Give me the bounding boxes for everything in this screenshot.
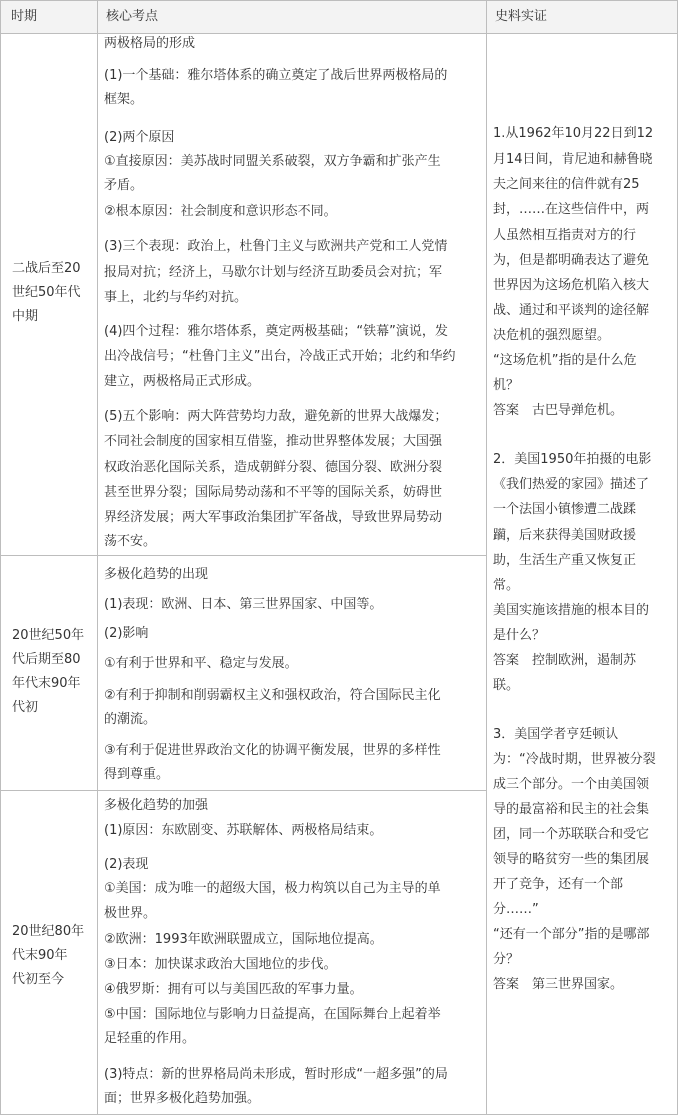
point-line: ③有利于促进世界政治文化的协调平衡发展，世界的多样性	[104, 743, 441, 758]
period-line: 代后期至80	[12, 652, 81, 667]
evidence-answer: 答案 古巴导弹危机。	[493, 403, 624, 418]
period-line: 20世纪80年	[12, 924, 85, 939]
grid-line	[486, 0, 487, 1115]
evidence-line: 是什么？	[493, 628, 546, 643]
period-line: 世纪50年代	[12, 285, 81, 300]
grid-line	[0, 555, 486, 556]
evidence-line: 导的最富裕和民主的社会集	[493, 802, 650, 817]
point-line: ③日本：加快谋求政治大国地位的步伐。	[104, 957, 337, 972]
point-line: 权政治恶化国际关系，造成朝鲜分裂、德国分裂、欧洲分裂	[104, 460, 443, 475]
evidence-answer: 答案 第三世界国家。	[493, 977, 624, 992]
period-line: 代初至今	[12, 972, 65, 987]
point-line: 多极化趋势的加强	[104, 798, 209, 813]
point-line: ②有利于抑制和削弱霸权主义和强权政治，符合国际民主化	[104, 688, 441, 703]
evidence-line: 决危机的强烈愿望。	[493, 328, 611, 343]
point-line: 矛盾。	[104, 178, 144, 193]
point-line: (2)表现	[104, 857, 149, 872]
point-line: 得到尊重。	[104, 767, 170, 782]
point-line: ①有利于世界和平、稳定与发展。	[104, 656, 298, 671]
grid-line	[0, 33, 678, 34]
evidence-line: 战、通过和平谈判的途径解	[493, 303, 650, 318]
point-line: (1)表现：欧洲、日本、第三世界国家、中国等。	[104, 597, 383, 612]
grid-line	[0, 790, 486, 791]
point-line: 荡不安。	[104, 534, 157, 549]
evidence-line: 3．美国学者亨廷顿认	[493, 727, 619, 742]
period-line: 年代末90年	[12, 676, 81, 691]
point-line: ①美国：成为唯一的超级大国，极力构筑以自己为主导的单	[104, 881, 441, 896]
point-line: (2)影响	[104, 626, 149, 641]
point-line: (4)四个过程：雅尔塔体系，奠定两极基础；“铁幕”演说，发	[104, 324, 448, 339]
grid-line	[97, 0, 98, 1115]
point-line: 的潮流。	[104, 712, 157, 727]
point-line: (1)原因：东欧剧变、苏联解体、两极格局结束。	[104, 823, 383, 838]
period-line: 代初	[12, 700, 39, 715]
point-line: 报局对抗；经济上，马歇尔计划与经济互助委员会对抗；军	[104, 265, 443, 280]
point-line: ①直接原因：美苏战时同盟关系破裂，双方争霸和扩张产生	[104, 154, 441, 169]
point-line: ⑤中国：国际地位与影响力日益提高，在国际舞台上起着举	[104, 1007, 441, 1022]
point-line: 出冷战信号；“杜鲁门主义”出台，冷战正式开始；北约和华约	[104, 349, 456, 364]
period-line: 20世纪50年	[12, 628, 85, 643]
evidence-line: 领导的略贫穷一些的集团展	[493, 852, 650, 867]
evidence-line: 开了竞争，还有一个部	[493, 877, 624, 892]
evidence-line: 团，同一个苏联联合和受它	[493, 827, 650, 842]
evidence-line: 为，但是都明确表达了避免	[493, 253, 650, 268]
evidence-line: 夫之间来往的信件就有25	[493, 177, 640, 192]
header-period: 时期	[11, 9, 38, 24]
evidence-line: 一个法国小镇惨遭二战蹂	[493, 502, 637, 517]
point-line: ②欧洲：1993年欧洲联盟成立，国际地位提高。	[104, 932, 383, 947]
evidence-line: 分……”	[493, 902, 539, 917]
evidence-line: 为：“冷战时期，世界被分裂	[493, 752, 656, 767]
evidence-line: 2．美国1950年拍摄的电影	[493, 452, 652, 467]
header-evidence: 史料实证	[495, 9, 548, 24]
point-line: 甚至世界分裂；国际局势动荡和不平等的国际关系，妨碍世	[104, 485, 443, 500]
point-line: ②根本原因：社会制度和意识形态不同。	[104, 204, 337, 219]
evidence-line: 封，……在这些信件中，两	[493, 202, 650, 217]
evidence-line: 月14日间，肯尼迪和赫鲁晓	[493, 152, 653, 167]
point-line: ④俄罗斯：拥有可以与美国匹敌的军事力量。	[104, 982, 363, 997]
point-line: 足轻重的作用。	[104, 1031, 196, 1046]
evidence-line: 《我们热爱的家园》描述了	[493, 477, 650, 492]
point-line: 建立，两极格局正式形成。	[104, 374, 261, 389]
point-line: 两极格局的形成	[104, 36, 196, 51]
period-line: 代末90年	[12, 948, 68, 963]
point-line: 界经济发展；两大军事政治集团扩军备战，导致世界局势动	[104, 510, 443, 525]
period-line: 中期	[12, 309, 39, 324]
evidence-line: “这场危机”指的是什么危	[493, 353, 637, 368]
point-line: 多极化趋势的出现	[104, 567, 209, 582]
evidence-line: 机？	[493, 378, 520, 393]
evidence-line: 1.从1962年10月22日到12	[493, 126, 654, 141]
evidence-line: 美国实施该措施的根本目的	[493, 603, 650, 618]
header-points: 核心考点	[106, 9, 159, 24]
period-line: 二战后至20	[12, 261, 81, 276]
evidence-line: 人虽然相互指责对方的行	[493, 228, 637, 243]
grid-line	[0, 1114, 678, 1115]
point-line: 不同社会制度的国家相互借鉴，推动世界整体发展；大国强	[104, 434, 443, 449]
point-line: (5)五个影响：两大阵营势均力敌，避免新的世界大战爆发；	[104, 409, 448, 424]
grid-line	[0, 0, 678, 1]
point-line: (3)三个表现：政治上，杜鲁门主义与欧洲共产党和工人党情	[104, 239, 448, 254]
point-line: (1)一个基础：雅尔塔体系的确立奠定了战后世界两极格局的	[104, 68, 448, 83]
evidence-line: 世界因为这场危机陷入核大	[493, 278, 650, 293]
evidence-line: 分？	[493, 952, 520, 967]
point-line: (2)两个原因	[104, 130, 175, 145]
point-line: 框架。	[104, 92, 144, 107]
evidence-answer: 答案 控制欧洲，遏制苏	[493, 653, 637, 668]
evidence-answer: 联。	[493, 678, 520, 693]
point-line: 极世界。	[104, 906, 157, 921]
evidence-line: 助，生活生产重又恢复正	[493, 553, 637, 568]
grid-line	[0, 0, 1, 1115]
evidence-line: “还有一个部分”指的是哪部	[493, 927, 650, 942]
evidence-line: 常。	[493, 578, 520, 593]
evidence-line: 躏，后来获得美国财政援	[493, 528, 637, 543]
evidence-line: 成三个部分。一个由美国领	[493, 777, 650, 792]
point-line: 事上，北约与华约对抗。	[104, 290, 248, 305]
point-line: (3)特点：新的世界格局尚未形成，暂时形成“一超多强”的局	[104, 1067, 448, 1082]
point-line: 面；世界多极化趋势加强。	[104, 1091, 261, 1106]
